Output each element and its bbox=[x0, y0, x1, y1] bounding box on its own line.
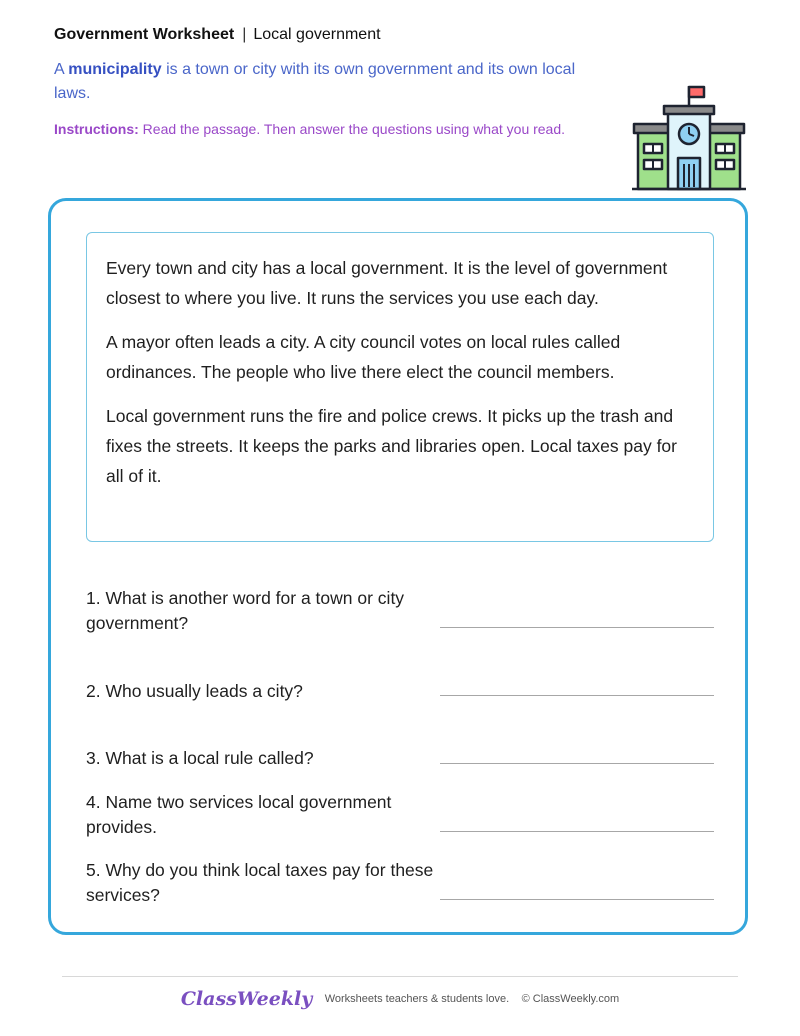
worksheet-header bbox=[54, 26, 381, 44]
worksheet-title: Government Worksheet bbox=[54, 26, 235, 43]
definition-article: A bbox=[54, 61, 64, 78]
answer-line-5[interactable] bbox=[440, 899, 714, 900]
question-1: 1. What is another word for a town or city government? bbox=[86, 588, 405, 633]
question-4: 4. Name two services local government provides. bbox=[86, 792, 392, 837]
answer-line-1[interactable] bbox=[440, 627, 714, 628]
question-5: 5. Why do you think local taxes pay for these services? bbox=[86, 860, 434, 905]
brand-logo: ClassWeekly bbox=[180, 988, 313, 1010]
footer bbox=[0, 988, 800, 1010]
answer-line-4[interactable] bbox=[440, 831, 714, 832]
definition-term: municipality bbox=[68, 61, 162, 78]
question-2: 2. Who usually leads a city? bbox=[86, 681, 303, 701]
worksheet-topic: Local government bbox=[253, 26, 381, 43]
passage-paragraph-1: Every town and city has a local government. It is the level of government closest to where you live. It runs the services you use each day. bbox=[106, 258, 668, 308]
header-separator: | bbox=[242, 26, 247, 43]
answer-line-3[interactable] bbox=[440, 763, 714, 764]
footer-divider bbox=[62, 976, 738, 977]
instructions bbox=[54, 118, 574, 140]
definition-text: is a town or city with its own government and its own local laws. bbox=[54, 61, 576, 102]
instructions-label: Instructions: bbox=[54, 121, 139, 137]
definition bbox=[54, 58, 594, 106]
instructions-text: Read the passage. Then answer the questions using what you read. bbox=[142, 121, 566, 137]
town-hall-icon bbox=[632, 84, 746, 194]
footer-tagline: Worksheets teachers & students love. bbox=[324, 993, 510, 1005]
passage-paragraph-3: Local government runs the fire and police crews. It picks up the trash and fixes the streets. It keeps the parks and libraries open. Local taxes pay for all of it. bbox=[106, 406, 677, 486]
question-3: 3. What is a local rule called? bbox=[86, 748, 314, 768]
reading-passage bbox=[86, 232, 714, 542]
answer-line-2[interactable] bbox=[440, 695, 714, 696]
footer-copyright: © ClassWeekly.com bbox=[521, 993, 620, 1005]
passage-paragraph-2: A mayor often leads a city. A city council votes on local rules called ordinances. The people who live there elect the council members. bbox=[106, 332, 621, 382]
